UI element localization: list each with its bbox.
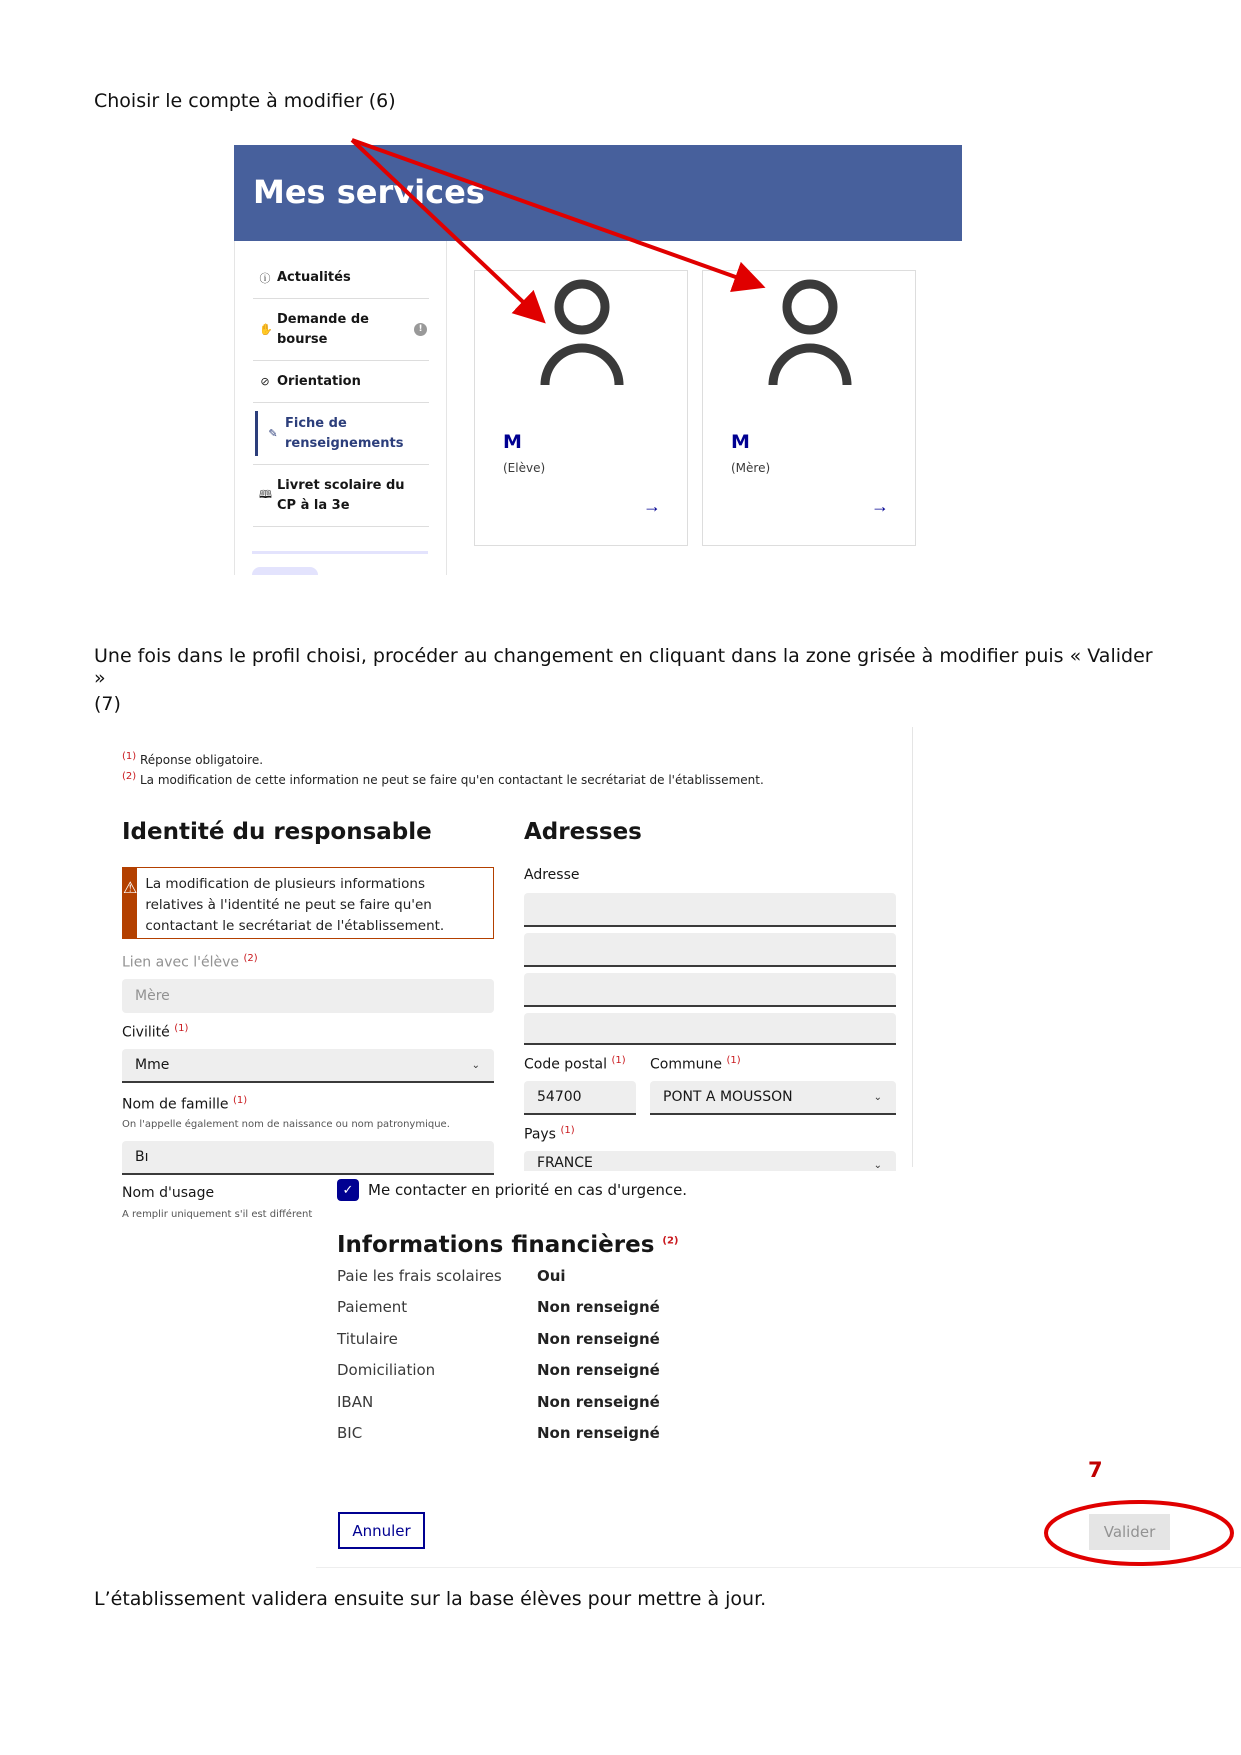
account-name: M [731,431,750,453]
edit-icon: ✎ [268,427,278,440]
hand-coins-icon: ✋ [259,323,273,336]
checkbox-checked-icon[interactable]: ✓ [337,1179,359,1201]
address-line-3[interactable] [524,973,896,1007]
sidebar-item-label: Orientation [277,374,361,389]
sidebar-item-label: Livret scolaire du CP à la 3e [277,477,405,513]
civility-select[interactable]: Mme ⌄ [122,1049,494,1083]
postal-label: Code postal $^{(1)}$ [524,1055,626,1073]
chevron-down-icon: ⌄ [873,1160,882,1171]
account-role: (Mère) [731,461,771,475]
lastname-input[interactable]: Bı [122,1141,494,1175]
address-label: Adresse [524,867,580,883]
finance-row: Domiciliation Non renseigné [337,1361,660,1379]
arrow-right-icon[interactable]: → [871,496,889,516]
city-label: Commune $^{(1)}$ [650,1055,741,1073]
address-line-1[interactable] [524,893,896,927]
finance-row: Paiement Non renseigné [337,1298,660,1316]
required-note: $^{(1)}$ Réponse obligatoire. [122,751,264,767]
info-icon: ⓘ [259,271,271,285]
annotation-circle [1040,1495,1240,1575]
info-badge-icon: ! [414,323,427,336]
address-line-4[interactable] [524,1013,896,1045]
account-role: (Elève) [503,461,546,475]
chevron-down-icon: ⌄ [471,1059,480,1071]
profile-form-screenshot [92,727,912,1597]
address-line-2[interactable] [524,933,896,967]
identity-warning: ⚠ La modification de plusieurs informations relatives à l'identité ne peut se faire qu'en contactant le secrétariat de l'établissement. [122,867,494,939]
finance-row: Titulaire Non renseigné [337,1330,660,1348]
postal-code-input[interactable]: 54700 [524,1081,636,1115]
identity-title: Identité du responsable [122,819,432,845]
arrow-right-icon[interactable]: → [643,496,661,516]
annotation-arrows [0,0,1241,600]
emergency-contact-checkbox[interactable]: ✓ Me contacter en priorité en cas d'urgence. [337,1179,687,1201]
finance-title: Informations financières $^{(2)}$ [337,1232,679,1258]
instruction-text: Une fois dans le profil choisi, procéder au changement en cliquant dans la zone grisée à modifier puis « Valider » [94,645,1153,689]
finance-row: BIC Non renseigné [337,1424,660,1442]
annotation-arrow [352,140,758,285]
country-label: Pays $^{(1)}$ [524,1125,575,1143]
city-select[interactable]: PONT A MOUSSON ⌄ [650,1081,896,1115]
account-name: M [503,431,522,453]
cancel-button[interactable]: Annuler [338,1512,425,1549]
book-icon: 🕮 [259,488,272,501]
secretariat-note: $^{(2)}$ La modification de cette information ne peut se faire qu'en contactant le secrétariat de l'établissement. [122,771,764,787]
lastname-label: Nom de famille $^{(1)}$ [122,1095,248,1113]
instruction-text: (7) [94,693,121,715]
instruction-step-7 [94,645,1154,715]
usage-name-hint: A remplir uniquement s'il est différent [122,1209,313,1220]
instruction-final: L’établissement validera ensuite sur la base élèves pour mettre à jour. [94,1588,767,1610]
civility-label: Civilité $^{(1)}$ [122,1023,189,1041]
instruction-step-6: Choisir le compte à modifier (6) [94,90,396,112]
link-field: Mère [122,979,494,1013]
annotation-arrow [352,140,540,318]
finance-row: IBAN Non renseigné [337,1393,660,1411]
warning-icon: ⚠ [123,868,137,938]
validate-button[interactable]: Valider [1089,1514,1170,1550]
finance-table [337,1267,737,1455]
lastname-hint: On l'appelle également nom de naissance ou nom patronymique. [122,1119,450,1130]
country-select[interactable]: FRANCE ⌄ [524,1151,896,1171]
page-title: Mes services [253,173,485,211]
link-label: Lien avec l'élève $^{(2)}$ [122,953,258,971]
chevron-down-icon: ⌄ [873,1091,882,1103]
sidebar-item-label: Actualités [277,270,351,285]
finance-row: Paie les frais scolaires Oui [337,1267,566,1285]
sidebar-item-label: Demande de bourse [277,311,369,347]
usage-name-label: Nom d'usage [122,1185,215,1201]
addresses-title: Adresses [524,819,642,845]
compass-icon: ⊘ [260,375,270,388]
annotation-number: 7 [1088,1458,1103,1482]
sidebar-item-label: Fiche de renseignements [285,415,404,451]
